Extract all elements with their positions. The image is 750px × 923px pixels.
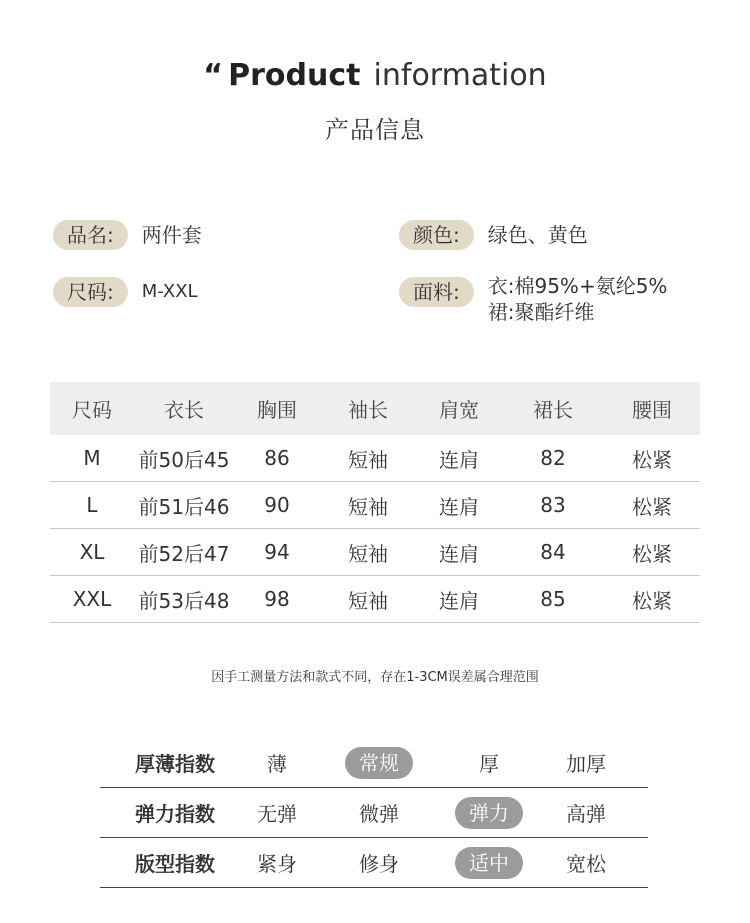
table-cell: 短袖 [348,494,388,519]
size-table [50,382,700,623]
index-option: 宽松 [566,852,606,876]
index-option-selected: 常规 [304,747,454,779]
color-label: 颜色: [399,220,474,250]
table-cell: 连肩 [439,447,479,472]
name-label: 品名: [53,220,128,250]
table-cell: 84 [540,540,566,564]
table-cell: XL [79,540,105,564]
header-cell: 裙长 [533,398,573,422]
color-value: 绿色、黄色 [487,223,588,247]
table-cell: M [83,446,101,470]
header-cell: 肩宽 [439,398,479,422]
index-row-thickness [100,738,648,788]
table-cell: 前51后46 [138,494,230,519]
info-color [399,220,588,250]
index-option: 厚 [479,752,499,776]
table-cell: 连肩 [439,588,479,613]
header-cell: 尺码 [72,398,112,422]
name-value: 两件套 [141,223,202,247]
index-name: 版型指数 [135,852,215,876]
table-cell: 90 [264,493,290,517]
index-row-fit [100,838,648,888]
index-option: 高弹 [566,802,606,826]
table-cell: 松紧 [632,447,672,472]
title-bold-word: Product [228,58,361,93]
table-cell: 前52后47 [138,541,230,566]
table-cell: 连肩 [439,541,479,566]
table-cell: 98 [264,587,290,611]
index-option: 紧身 [257,852,297,876]
info-fabric [399,274,668,325]
index-name: 厚薄指数 [135,752,215,776]
fabric-label: 面料: [399,277,474,307]
header-cell: 衣长 [164,398,204,422]
table-row [50,482,700,529]
header-cell: 袖长 [348,398,388,422]
table-cell: 松紧 [632,541,672,566]
index-option: 微弹 [359,802,399,826]
table-row [50,435,700,482]
page-subtitle: 产品信息 [325,116,425,144]
index-option: 修身 [359,852,399,876]
fabric-value-skirt: 裙:聚酯纤维 [487,300,595,324]
index-option: 无弹 [257,802,297,826]
index-option-selected: 适中 [454,847,524,879]
table-row [50,529,700,576]
table-cell: 松紧 [632,588,672,613]
table-cell: 连肩 [439,494,479,519]
table-cell: 短袖 [348,588,388,613]
index-option: 薄 [267,752,287,776]
index-option-selected: 弹力 [454,797,524,829]
product-information-title [0,58,750,93]
info-name [53,220,202,250]
table-cell: 85 [540,587,566,611]
table-cell: 94 [264,540,290,564]
table-cell: 前50后45 [138,447,230,472]
quote-mark: “ [203,58,223,93]
info-size [53,277,198,307]
table-cell: 短袖 [348,447,388,472]
table-cell: 86 [264,446,290,470]
table-cell: XXL [72,587,112,611]
index-table [100,738,648,888]
fabric-value-top: 衣:棉95%+氨纶5% [487,274,668,298]
table-row [50,576,700,623]
table-cell: 短袖 [348,541,388,566]
table-cell: 前53后48 [138,588,230,613]
size-label: 尺码: [53,277,128,307]
measurement-note: 因手工测量方法和款式不同，存在1-3CM误差属合理范围 [211,670,539,685]
header-cell: 胸围 [257,398,297,422]
fabric-value [487,274,668,325]
table-cell: L [86,493,98,517]
size-value: M-XXL [141,281,198,302]
header-cell: 腰围 [632,398,672,422]
table-cell: 松紧 [632,494,672,519]
table-cell: 82 [540,446,566,470]
title-light-word: information [373,58,547,93]
index-name: 弹力指数 [135,802,215,826]
size-table-header [50,382,700,435]
index-row-elasticity [100,788,648,838]
table-cell: 83 [540,493,566,517]
index-option: 加厚 [566,752,606,776]
